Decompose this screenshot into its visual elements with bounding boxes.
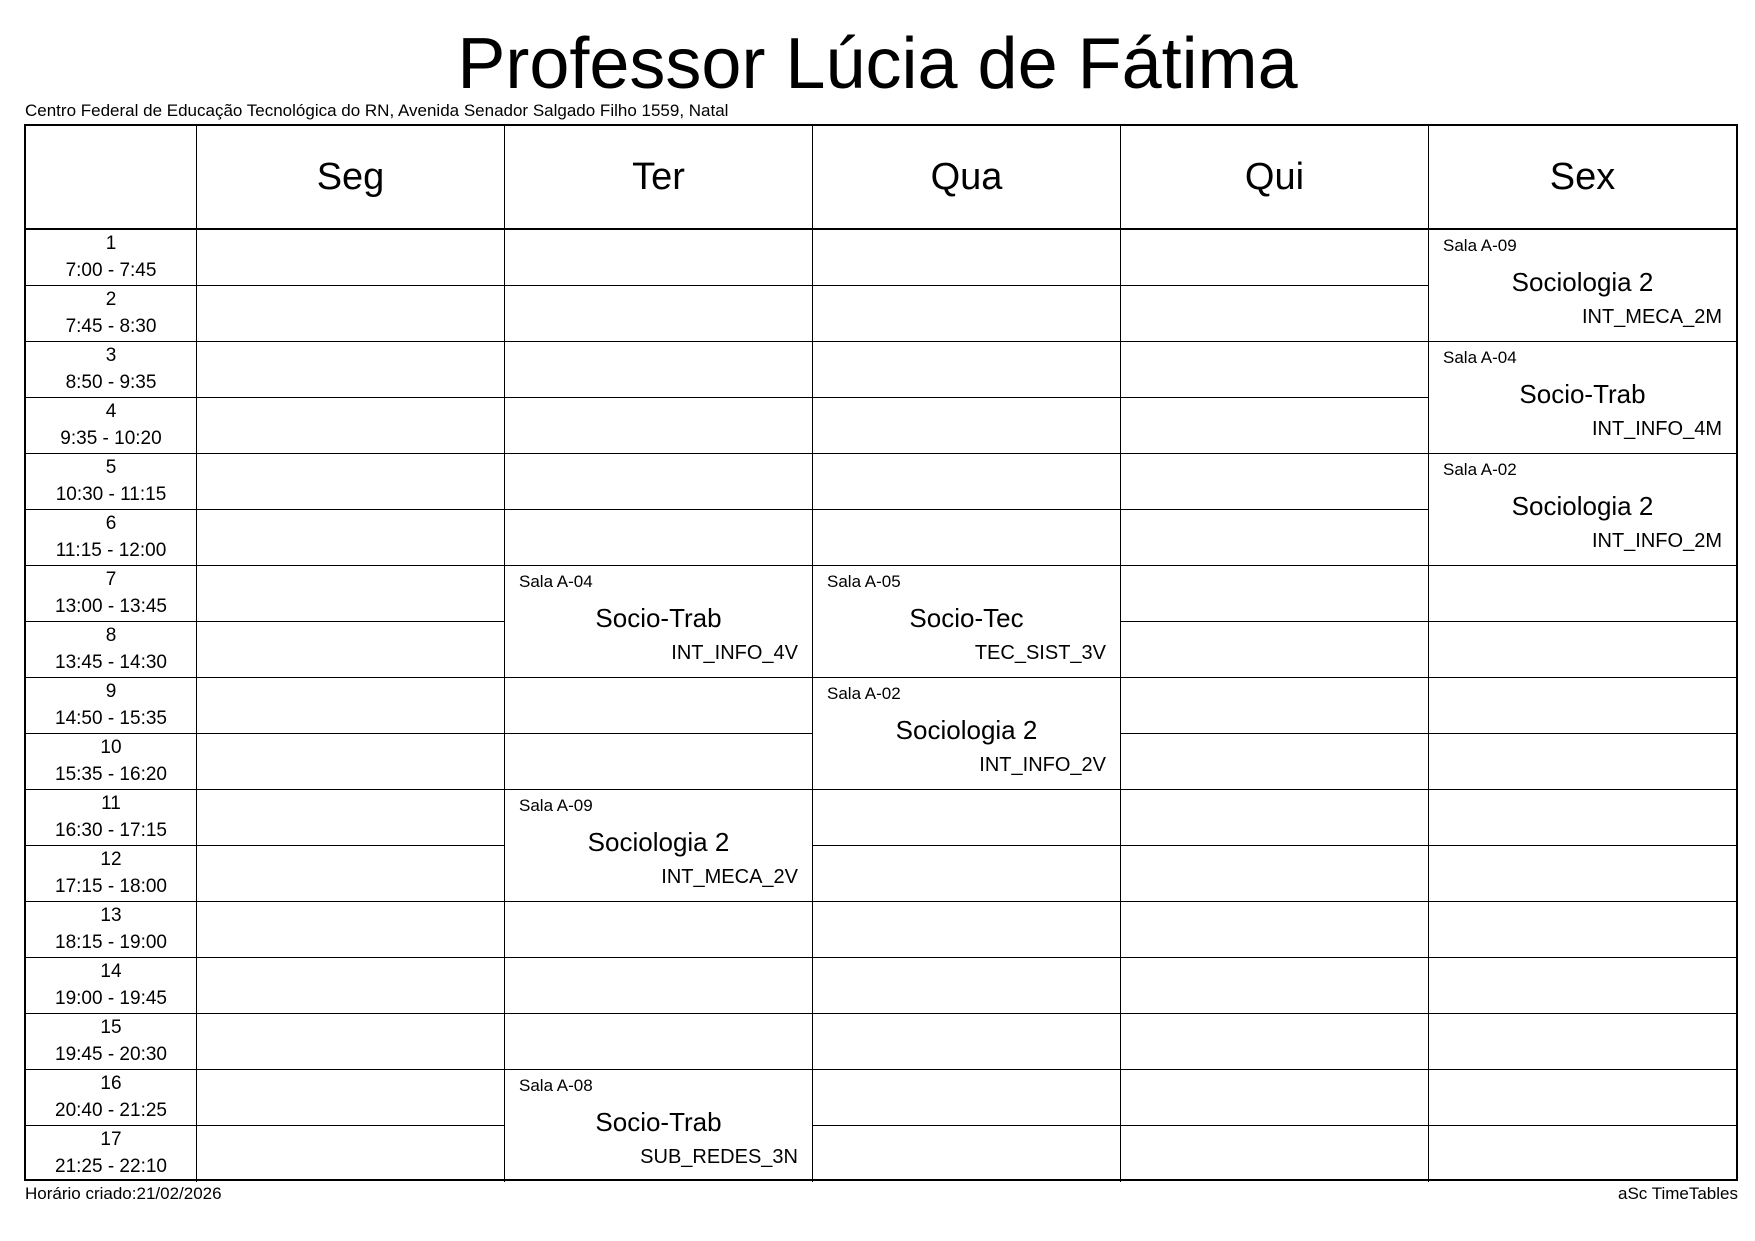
lesson-class: INT_INFO_4M	[1591, 418, 1722, 440]
empty-slot[interactable]	[505, 734, 813, 790]
period-time: 19:45 - 20:30	[55, 1044, 167, 1065]
period-label	[26, 566, 197, 622]
period-time: 17:15 - 18:00	[55, 876, 167, 897]
lesson-card[interactable]	[505, 566, 813, 678]
period-time: 13:00 - 13:45	[55, 596, 167, 617]
empty-slot[interactable]	[813, 454, 1121, 510]
empty-slot[interactable]	[197, 678, 505, 734]
empty-slot[interactable]	[197, 510, 505, 566]
empty-slot[interactable]	[197, 454, 505, 510]
period-label	[26, 790, 197, 846]
lesson-card[interactable]	[1429, 454, 1736, 566]
empty-slot[interactable]	[1121, 1014, 1429, 1070]
empty-slot[interactable]	[1429, 678, 1736, 734]
period-label	[26, 230, 197, 286]
period-number: 16	[100, 1073, 122, 1094]
lesson-subject: Socio-Trab	[1519, 379, 1646, 409]
period-label	[26, 678, 197, 734]
empty-slot[interactable]	[197, 1014, 505, 1070]
lesson-room: Sala A-09	[519, 796, 593, 815]
lesson-class: TEC_SIST_3V	[974, 642, 1106, 664]
period-label	[26, 1126, 197, 1182]
empty-slot[interactable]	[813, 846, 1121, 902]
period-label	[26, 1014, 197, 1070]
empty-slot[interactable]	[1429, 622, 1736, 678]
empty-slot[interactable]	[1429, 1126, 1736, 1182]
lesson-room: Sala A-02	[827, 684, 901, 703]
empty-slot[interactable]	[197, 1126, 505, 1182]
lesson-subject: Socio-Trab	[595, 603, 722, 633]
lesson-room: Sala A-09	[1443, 236, 1517, 255]
empty-slot[interactable]	[813, 790, 1121, 846]
period-time: 21:25 - 22:10	[55, 1156, 167, 1177]
empty-slot[interactable]	[197, 902, 505, 958]
empty-slot[interactable]	[1121, 622, 1429, 678]
lesson-card[interactable]	[1429, 230, 1736, 342]
empty-slot[interactable]	[1121, 286, 1429, 342]
period-number: 15	[100, 1017, 122, 1038]
software-credit: aSc TimeTables	[1618, 1184, 1738, 1203]
created-date: Horário criado:21/02/2026	[25, 1184, 222, 1203]
lesson-card[interactable]	[813, 678, 1121, 790]
period-label	[26, 454, 197, 510]
empty-slot[interactable]	[197, 790, 505, 846]
lesson-subject: Sociologia 2	[895, 715, 1038, 745]
empty-slot[interactable]	[813, 398, 1121, 454]
empty-slot[interactable]	[197, 622, 505, 678]
period-number: 4	[105, 401, 117, 422]
period-number: 12	[100, 849, 122, 870]
period-number: 1	[105, 233, 117, 254]
lesson-class: INT_MECA_2M	[1581, 306, 1722, 328]
lesson-card[interactable]	[1429, 342, 1736, 454]
period-number: 8	[105, 625, 117, 646]
period-number: 14	[100, 961, 122, 982]
empty-slot[interactable]	[505, 230, 813, 286]
period-number: 6	[105, 513, 117, 534]
empty-slot[interactable]	[813, 1014, 1121, 1070]
period-time: 11:15 - 12:00	[55, 540, 167, 561]
period-label	[26, 622, 197, 678]
empty-slot[interactable]	[505, 902, 813, 958]
empty-slot[interactable]	[1121, 1070, 1429, 1126]
empty-slot[interactable]	[197, 286, 505, 342]
empty-slot[interactable]	[813, 1070, 1121, 1126]
empty-slot[interactable]	[1121, 846, 1429, 902]
empty-slot[interactable]	[1121, 902, 1429, 958]
empty-slot[interactable]	[813, 286, 1121, 342]
period-number: 11	[101, 793, 121, 814]
lesson-class: INT_INFO_2M	[1591, 530, 1722, 552]
empty-slot[interactable]	[813, 1126, 1121, 1182]
period-label	[26, 398, 197, 454]
empty-slot[interactable]	[1429, 1014, 1736, 1070]
period-label	[26, 958, 197, 1014]
empty-slot[interactable]	[505, 958, 813, 1014]
period-number: 13	[100, 905, 122, 926]
empty-slot[interactable]	[813, 510, 1121, 566]
empty-slot[interactable]	[505, 342, 813, 398]
lesson-subject: Socio-Trab	[595, 1107, 722, 1137]
period-label	[26, 734, 197, 790]
empty-slot[interactable]	[1429, 902, 1736, 958]
period-time: 7:45 - 8:30	[65, 316, 157, 337]
empty-slot[interactable]	[1121, 342, 1429, 398]
period-number: 3	[105, 345, 117, 366]
period-label	[26, 286, 197, 342]
day-header-sex: Sex	[1429, 126, 1736, 230]
empty-slot[interactable]	[1429, 1070, 1736, 1126]
period-time: 19:00 - 19:45	[55, 988, 167, 1009]
empty-slot[interactable]	[813, 342, 1121, 398]
day-header-seg: Seg	[197, 126, 505, 230]
empty-slot[interactable]	[197, 566, 505, 622]
empty-slot[interactable]	[1121, 230, 1429, 286]
empty-slot[interactable]	[505, 454, 813, 510]
empty-slot[interactable]	[1429, 734, 1736, 790]
lesson-card[interactable]	[505, 790, 813, 902]
period-number: 10	[100, 737, 122, 758]
lesson-card[interactable]	[505, 1070, 813, 1182]
lesson-subject: Socio-Tec	[909, 603, 1024, 633]
period-number: 2	[105, 289, 117, 310]
empty-slot[interactable]	[197, 1070, 505, 1126]
timetable-grid	[24, 124, 1738, 1181]
period-number: 7	[105, 569, 117, 590]
empty-slot[interactable]	[197, 398, 505, 454]
lesson-room: Sala A-04	[1443, 348, 1517, 367]
period-time: 9:35 - 10:20	[60, 428, 162, 449]
empty-slot[interactable]	[197, 342, 505, 398]
empty-slot[interactable]	[1429, 846, 1736, 902]
empty-slot[interactable]	[1121, 454, 1429, 510]
lesson-subject: Sociologia 2	[1511, 491, 1654, 521]
empty-slot[interactable]	[1121, 678, 1429, 734]
lesson-subject: Sociologia 2	[587, 827, 730, 857]
page-title: Professor Lúcia de Fátima	[457, 24, 1298, 104]
period-time: 13:45 - 14:30	[55, 652, 167, 673]
empty-slot[interactable]	[813, 230, 1121, 286]
period-time: 18:15 - 19:00	[55, 932, 167, 953]
lesson-subject: Sociologia 2	[1511, 267, 1654, 297]
empty-slot[interactable]	[505, 510, 813, 566]
empty-slot[interactable]	[1121, 1126, 1429, 1182]
lesson-room: Sala A-08	[519, 1076, 593, 1095]
period-time: 15:35 - 16:20	[55, 764, 167, 785]
period-number: 5	[105, 457, 117, 478]
empty-slot[interactable]	[1121, 958, 1429, 1014]
empty-slot[interactable]	[1121, 510, 1429, 566]
empty-slot[interactable]	[813, 902, 1121, 958]
period-time: 20:40 - 21:25	[55, 1100, 167, 1121]
lesson-class: INT_INFO_2V	[979, 754, 1106, 776]
lesson-class: INT_INFO_4V	[671, 642, 798, 664]
empty-slot[interactable]	[813, 958, 1121, 1014]
period-label	[26, 1070, 197, 1126]
day-header-ter: Ter	[505, 126, 813, 230]
period-label	[26, 342, 197, 398]
period-time: 7:00 - 7:45	[65, 260, 157, 281]
header-corner	[26, 126, 197, 230]
day-header-qua: Qua	[813, 126, 1121, 230]
lesson-class: INT_MECA_2V	[661, 866, 798, 888]
period-time: 8:50 - 9:35	[65, 372, 157, 393]
lesson-room: Sala A-02	[1443, 460, 1517, 479]
empty-slot[interactable]	[1121, 734, 1429, 790]
empty-slot[interactable]	[197, 230, 505, 286]
school-address: Centro Federal de Educação Tecnológica do RN, Avenida Senador Salgado Filho 1559, Natal	[25, 101, 729, 120]
empty-slot[interactable]	[1121, 790, 1429, 846]
lesson-card[interactable]	[813, 566, 1121, 678]
lesson-class: SUB_REDES_3N	[640, 1146, 798, 1168]
empty-slot[interactable]	[197, 958, 505, 1014]
empty-slot[interactable]	[1121, 398, 1429, 454]
period-time: 14:50 - 15:35	[55, 708, 167, 729]
empty-slot[interactable]	[197, 734, 505, 790]
lesson-room: Sala A-05	[827, 572, 901, 591]
empty-slot[interactable]	[1121, 566, 1429, 622]
empty-slot[interactable]	[1429, 566, 1736, 622]
empty-slot[interactable]	[1429, 958, 1736, 1014]
period-time: 10:30 - 11:15	[55, 484, 167, 505]
lesson-room: Sala A-04	[519, 572, 593, 591]
period-time: 16:30 - 17:15	[55, 820, 167, 841]
empty-slot[interactable]	[505, 678, 813, 734]
empty-slot[interactable]	[197, 846, 505, 902]
empty-slot[interactable]	[1429, 790, 1736, 846]
period-number: 9	[105, 681, 117, 702]
period-label	[26, 510, 197, 566]
empty-slot[interactable]	[505, 1014, 813, 1070]
day-header-qui: Qui	[1121, 126, 1429, 230]
empty-slot[interactable]	[505, 398, 813, 454]
period-label	[26, 846, 197, 902]
period-label	[26, 902, 197, 958]
period-number: 17	[100, 1129, 122, 1150]
empty-slot[interactable]	[505, 286, 813, 342]
